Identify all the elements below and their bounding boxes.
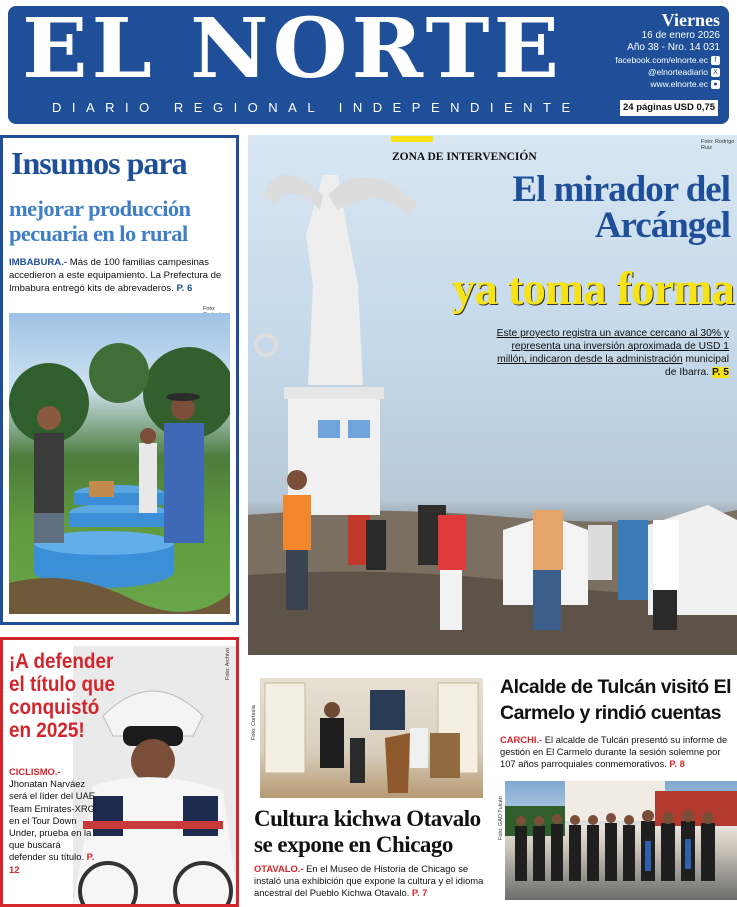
x-icon: X bbox=[711, 68, 720, 77]
insumos-lead: IMBABURA.- Más de 100 familias campesinas accedieron a este equipamiento. La Prefectura de Imbabura entregó kits de abrevaderos. P. 6 bbox=[9, 257, 222, 294]
insumos-kicker: IMBABURA.- bbox=[9, 257, 68, 268]
issue-day: Viernes bbox=[661, 10, 720, 30]
tulcan-photo bbox=[505, 781, 737, 900]
motto: DIARIO REGIONAL INDEPENDIENTE bbox=[52, 100, 581, 115]
price-box bbox=[620, 100, 718, 116]
mirador-lead: Este proyecto registra un avance cercano al 30% y representa una inversión aproximada de USD 1 millón, indicaron desde la administración municipal de Ibarra. P. 5 bbox=[496, 328, 729, 378]
cultura-photo-credit: Foto: Cortesía bbox=[251, 705, 257, 740]
ciclismo-photo-credit: Foto: Archivo bbox=[225, 647, 231, 680]
mirador-headline[interactable]: El mirador del Arcángel bbox=[512, 169, 730, 246]
section-bar bbox=[391, 136, 433, 142]
tulcan-headline[interactable]: Alcalde de Tulcán visitó El Carmelo y rindió cuentas bbox=[500, 676, 732, 724]
page-count: 24 páginas bbox=[623, 102, 673, 113]
tulcan-page-link[interactable]: P. 8 bbox=[669, 758, 685, 769]
price: USD 0,75 bbox=[673, 102, 715, 113]
issue-edition: Año 38 - Nro. 14 031 bbox=[627, 42, 720, 53]
facebook-icon: f bbox=[711, 56, 720, 65]
mirador-page-link[interactable]: P. 5 bbox=[712, 367, 729, 378]
cultura-headline[interactable]: Cultura kichwa Otavalo se expone en Chicago bbox=[254, 806, 481, 857]
ciclismo-lead: CICLISMO.- Jhonatan Narváez será el líder del UAE Team Emirates-XRG en el Tour Down Under, prueba en la que buscará defender su título. P. 12 bbox=[9, 766, 95, 875]
section-label: ZONA DE INTERVENCIÓN bbox=[392, 151, 537, 163]
tulcan-photo-credit: Foto: GAD Tulcán bbox=[498, 796, 504, 840]
ciclismo-page-link[interactable]: P. 12 bbox=[9, 851, 95, 875]
issue-date: 16 de enero 2026 bbox=[641, 30, 720, 41]
story-ciclismo[interactable] bbox=[0, 637, 239, 907]
globe-icon: ● bbox=[711, 80, 720, 89]
cultura-photo bbox=[260, 678, 483, 798]
twitter-link[interactable]: @elnorteadiario X bbox=[608, 67, 720, 78]
tulcan-lead: CARCHI.- El alcalde de Tulcán presentó su informe de gestión en El Carmelo durante la sesión solemne por 107 años parroquiales conmemorativos. P. 8 bbox=[500, 734, 728, 769]
mirador-photo-credit: Foto: Rodrigo Ruiz bbox=[701, 139, 735, 151]
newspaper-logo[interactable]: EL NORTE bbox=[22, 0, 563, 98]
facebook-link[interactable]: facebook.com/elnorte.ec f bbox=[608, 55, 720, 66]
web-link[interactable]: www.elnorte.ec ● bbox=[608, 79, 720, 90]
cultura-lead: OTAVALO.- En el Museo de Historia de Chicago se instaló una exhibición que expone la cultura y el idioma ancestral del Pueblo Kichwa Otavalo. P. 7 bbox=[254, 863, 484, 898]
ciclismo-headline[interactable]: ¡A defender el título que conquistó en 2025! bbox=[9, 650, 116, 742]
insumos-photo bbox=[9, 313, 230, 614]
insumos-subhead: mejorar producción pecuaria en lo rural bbox=[9, 196, 191, 246]
insumos-headline[interactable]: Insumos para bbox=[11, 145, 187, 181]
insumos-photo-credit: Foto: bbox=[203, 306, 216, 312]
insumos-page-link[interactable]: P. 6 bbox=[176, 283, 193, 294]
cultura-page-link[interactable]: P. 7 bbox=[411, 887, 428, 898]
mirador-headline-highlight[interactable]: ya toma forma bbox=[452, 263, 734, 315]
